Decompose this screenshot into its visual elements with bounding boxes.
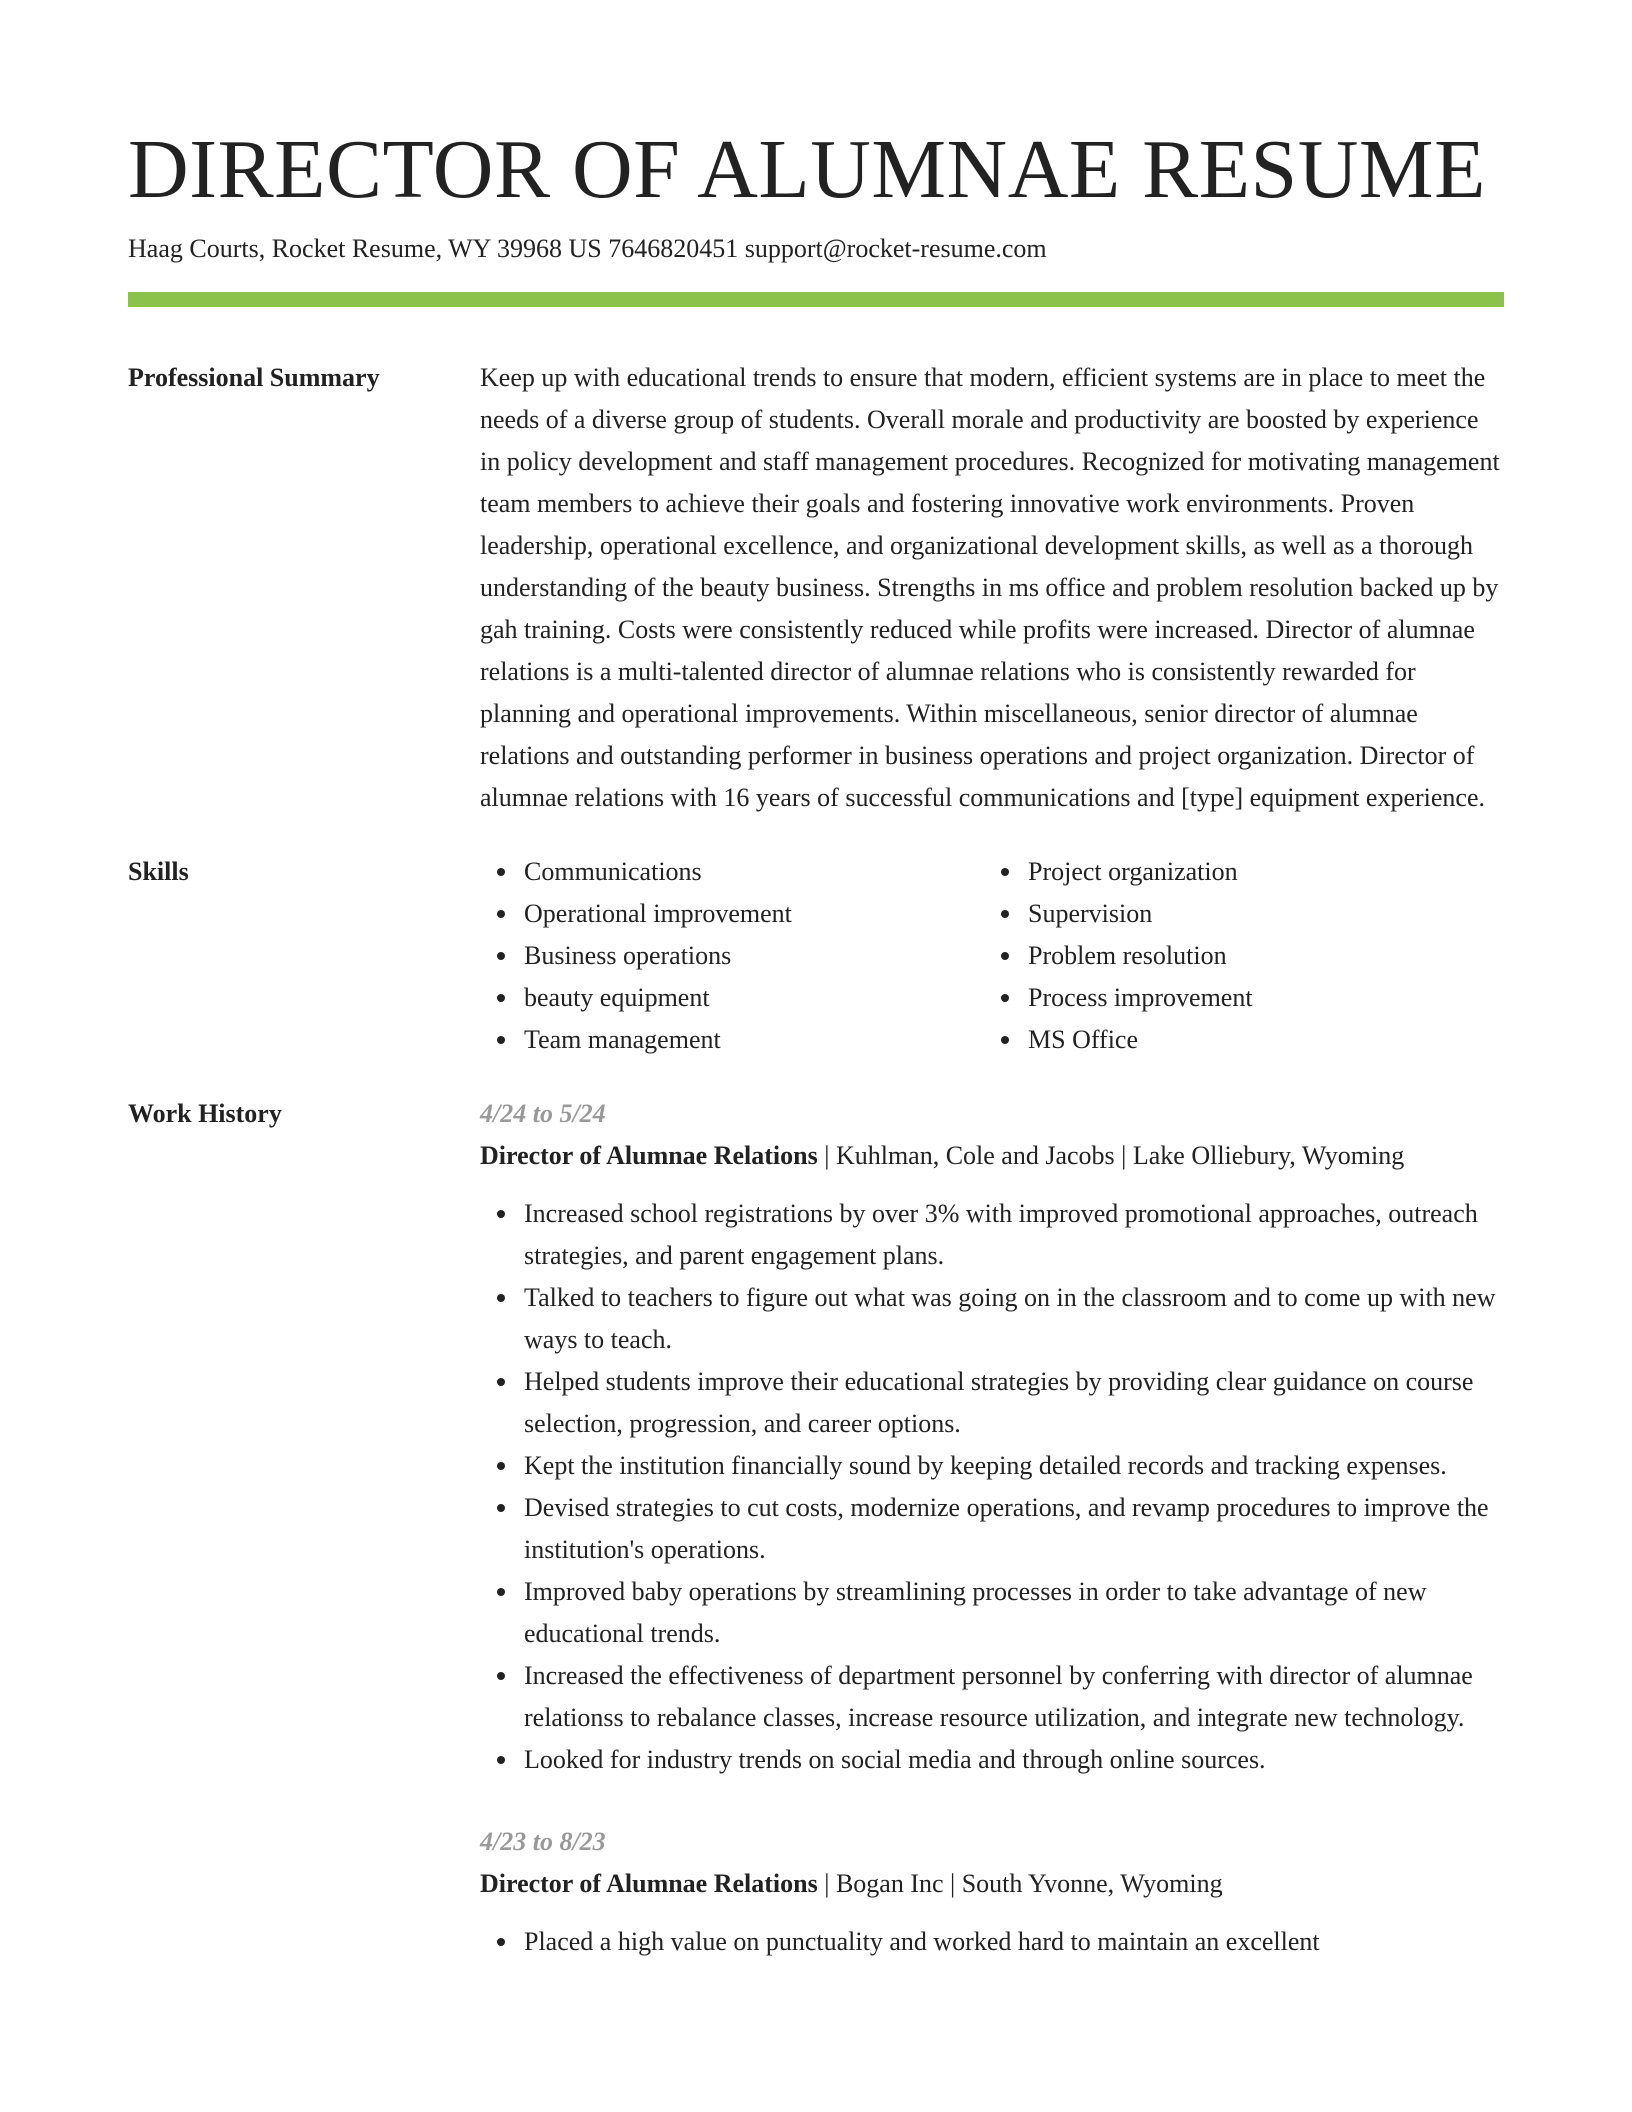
job-dates: 4/23 to 8/23 — [480, 1827, 606, 1856]
job-bullet: Increased school registrations by over 3% with improved promotional approaches, outreach strategies, and parent engagement plans. — [524, 1193, 1504, 1277]
job-bullet: Talked to teachers to figure out what was going on in the classroom and to come up with new ways to teach. — [524, 1277, 1504, 1361]
job-bullet: Improved baby operations by streamlining processes in order to take advantage of new educational trends. — [524, 1571, 1504, 1655]
skills-list-left — [480, 851, 984, 1061]
skill-item: Business operations — [524, 935, 984, 977]
summary-text: Keep up with educational trends to ensure that modern, efficient systems are in place to meet the needs of a diverse group of students. Overall morale and productivity are boosted by experience in policy development and staff management procedures. Recognized for motivating management team members to achieve their goals and fostering innovative work environments. Proven leadership, operational excellence, and organizational development skills, as well as a thorough understanding of the beauty business. Strengths in ms office and problem resolution backed up by gah training. Costs were consistently reduced while profits were increased. Director of alumnae relations is a multi-talented director of alumnae relations who is consistently rewarded for planning and operational improvements. Within miscellaneous, senior director of alumnae relations and outstanding performer in business operations and project organization. Director of alumnae relations with 16 years of successful communications and [type] equipment experience. — [480, 363, 1500, 812]
job-header — [480, 1135, 1504, 1177]
skill-item: Supervision — [1028, 893, 1488, 935]
skill-item: beauty equipment — [524, 977, 984, 1019]
resume-page — [128, 0, 1504, 1963]
resume-title: DIRECTOR OF ALUMNAE RESUME — [128, 123, 1486, 216]
section-label-skills: Skills — [128, 857, 189, 886]
job-bullets — [480, 1193, 1504, 1781]
skill-item: Team management — [524, 1019, 984, 1061]
skill-item: Process improvement — [1028, 977, 1488, 1019]
professional-summary-section — [128, 357, 1504, 819]
skill-item: Operational improvement — [524, 893, 984, 935]
job-title: Director of Alumnae Relations — [480, 1141, 818, 1170]
job-details: | Kuhlman, Cole and Jacobs | Lake Olliebury, Wyoming — [817, 1141, 1405, 1170]
skill-item: Problem resolution — [1028, 935, 1488, 977]
work-history-section — [128, 1093, 1504, 1963]
job-bullet: Kept the institution financially sound by keeping detailed records and tracking expenses. — [524, 1445, 1504, 1487]
job-bullet: Devised strategies to cut costs, modernize operations, and revamp procedures to improve the institution's operations. — [524, 1487, 1504, 1571]
job-entry — [480, 1093, 1504, 1781]
job-bullet: Helped students improve their educational strategies by providing clear guidance on course selection, progression, and career options. — [524, 1361, 1504, 1445]
job-entry — [480, 1821, 1504, 1963]
skill-item: Communications — [524, 851, 984, 893]
header-divider — [128, 292, 1504, 307]
job-bullet: Placed a high value on punctuality and worked hard to maintain an excellent — [524, 1921, 1504, 1963]
job-bullet: Increased the effectiveness of department personnel by conferring with director of alumnae relationss to rebalance classes, increase resource utilization, and integrate new technology. — [524, 1655, 1504, 1739]
job-details: | Bogan Inc | South Yvonne, Wyoming — [817, 1869, 1223, 1898]
job-dates: 4/24 to 5/24 — [480, 1099, 606, 1128]
section-label-work: Work History — [128, 1099, 282, 1128]
contact-line: Haag Courts, Rocket Resume, WY 39968 US 7646820451 support@rocket-resume.com — [128, 234, 1047, 263]
job-title: Director of Alumnae Relations — [480, 1869, 818, 1898]
skill-item: Project organization — [1028, 851, 1488, 893]
skills-section — [128, 851, 1504, 1061]
skill-item: MS Office — [1028, 1019, 1488, 1061]
skills-list-right — [984, 851, 1488, 1061]
job-bullet: Looked for industry trends on social media and through online sources. — [524, 1739, 1504, 1781]
section-label-summary: Professional Summary — [128, 363, 380, 392]
job-header — [480, 1863, 1504, 1905]
job-bullets — [480, 1921, 1504, 1963]
